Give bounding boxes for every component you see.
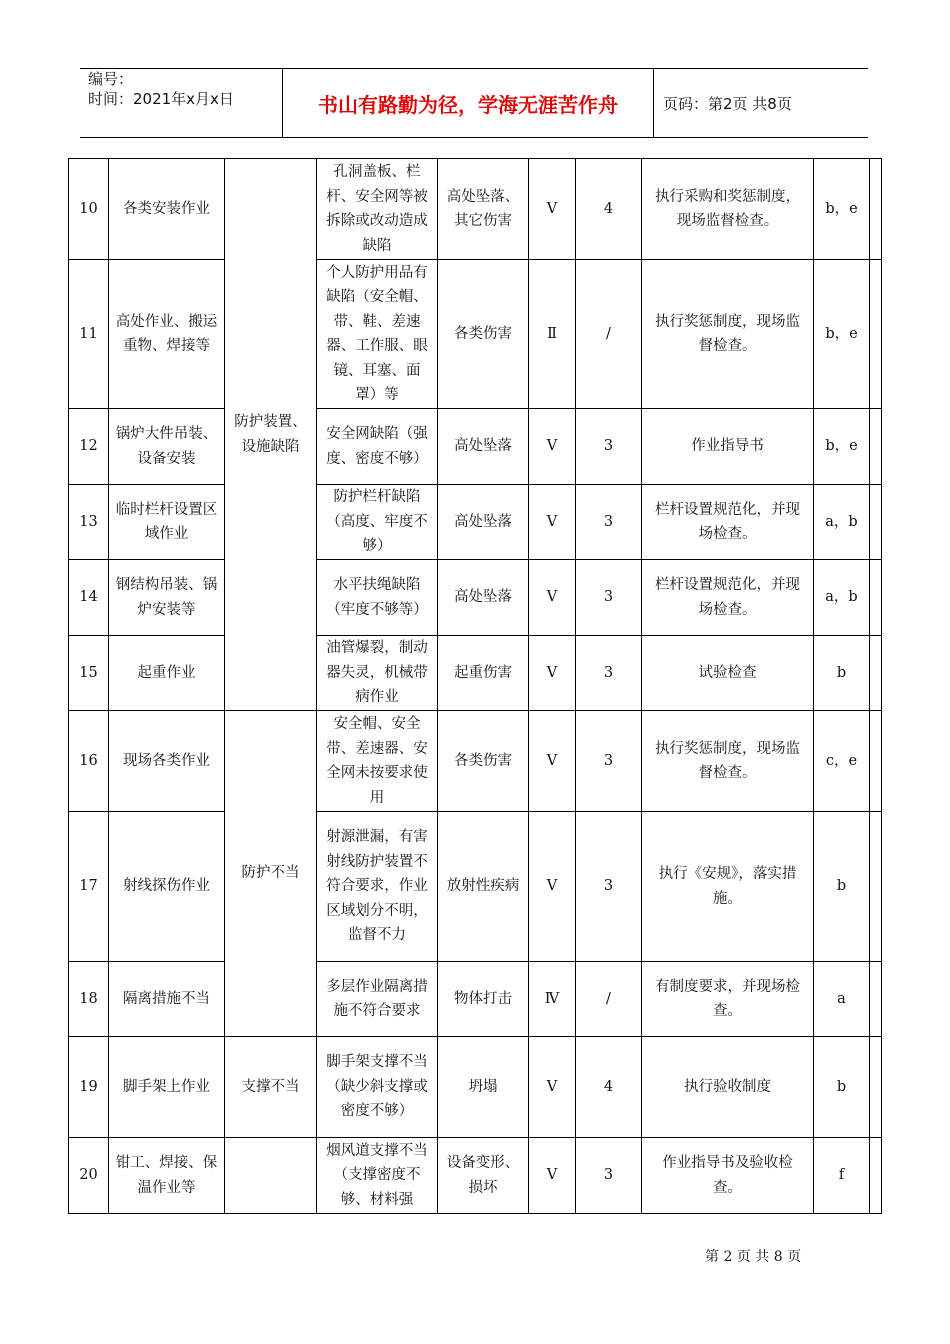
risk-level-cell: Ⅴ <box>529 409 576 485</box>
remark-cell <box>870 812 882 962</box>
possible-harm-cell: 放射性疾病 <box>438 812 529 962</box>
d-value-cell: 3 <box>576 812 642 962</box>
hazard-factor-cell: 射源泄漏，有害射线防护装置不符合要求，作业区域划分不明，监督不力 <box>317 812 438 962</box>
d-value-cell: 4 <box>576 1037 642 1138</box>
risk-level-cell: Ⅱ <box>529 260 576 409</box>
possible-harm-cell: 高处坠落 <box>438 560 529 636</box>
table-row <box>69 1037 882 1138</box>
remark-cell <box>870 560 882 636</box>
table-row <box>69 962 882 1037</box>
d-value-cell: 3 <box>576 409 642 485</box>
control-measure-cell: 执行采购和奖惩制度，现场监督检查。 <box>642 159 814 260</box>
row-number: 13 <box>69 485 109 560</box>
control-measure-cell: 执行奖惩制度，现场监督检查。 <box>642 711 814 812</box>
control-measure-cell: 试验检查 <box>642 636 814 711</box>
page-footer: 第 2 页 共 8 页 <box>705 1249 802 1265</box>
control-measure-cell: 有制度要求，并现场检查。 <box>642 962 814 1037</box>
control-measure-cell: 执行《安规》，落实措施。 <box>642 812 814 962</box>
table-row <box>69 812 882 962</box>
category-cell: 支撑不当 <box>225 1037 317 1138</box>
activity-cell: 高处作业、搬运重物、焊接等 <box>109 260 225 409</box>
control-measure-cell: 栏杆设置规范化，并现场检查。 <box>642 485 814 560</box>
control-code-cell: a，b <box>814 560 870 636</box>
activity-cell: 钢结构吊装、锅炉安装等 <box>109 560 225 636</box>
row-number: 14 <box>69 560 109 636</box>
row-number: 12 <box>69 409 109 485</box>
activity-cell: 脚手架上作业 <box>109 1037 225 1138</box>
possible-harm-cell: 各类伤害 <box>438 711 529 812</box>
possible-harm-cell: 坍塌 <box>438 1037 529 1138</box>
table-row <box>69 485 882 560</box>
risk-level-cell: Ⅴ <box>529 159 576 260</box>
row-number: 20 <box>69 1138 109 1214</box>
hazard-factor-cell: 安全网缺陷（强度、密度不够） <box>317 409 438 485</box>
possible-harm-cell: 起重伤害 <box>438 636 529 711</box>
control-code-cell: b <box>814 636 870 711</box>
possible-harm-cell: 物体打击 <box>438 962 529 1037</box>
document-header <box>80 68 868 138</box>
control-measure-cell: 作业指导书及验收检查。 <box>642 1138 814 1214</box>
hazard-table <box>68 158 882 1214</box>
hazard-factor-cell: 水平扶绳缺陷（牢度不够等） <box>317 560 438 636</box>
remark-cell <box>870 409 882 485</box>
table-row <box>69 260 882 409</box>
remark-cell <box>870 1037 882 1138</box>
hazard-factor-cell: 多层作业隔离措施不符合要求 <box>317 962 438 1037</box>
hazard-factor-cell: 油管爆裂，制动器失灵，机械带病作业 <box>317 636 438 711</box>
activity-cell: 现场各类作业 <box>109 711 225 812</box>
control-code-cell: a <box>814 962 870 1037</box>
control-measure-cell: 作业指导书 <box>642 409 814 485</box>
risk-level-cell: Ⅴ <box>529 1037 576 1138</box>
activity-cell: 射线探伤作业 <box>109 812 225 962</box>
d-value-cell: 3 <box>576 636 642 711</box>
table-row <box>69 409 882 485</box>
row-number: 11 <box>69 260 109 409</box>
control-code-cell: b <box>814 1037 870 1138</box>
control-code-cell: a，b <box>814 485 870 560</box>
control-code-cell: c，e <box>814 711 870 812</box>
activity-cell: 各类安装作业 <box>109 159 225 260</box>
activity-cell: 临时栏杆设置区域作业 <box>109 485 225 560</box>
table-row <box>69 1138 882 1214</box>
remark-cell <box>870 159 882 260</box>
d-value-cell: / <box>576 260 642 409</box>
risk-level-cell: Ⅴ <box>529 711 576 812</box>
category-cell: 防护不当 <box>225 711 317 1037</box>
header-info-cell <box>80 69 283 137</box>
activity-cell: 起重作业 <box>109 636 225 711</box>
hazard-factor-cell: 脚手架支撑不当（缺少斜支撑或密度不够） <box>317 1037 438 1138</box>
category-cell: 防护装置、设施缺陷 <box>225 159 317 711</box>
risk-level-cell: Ⅳ <box>529 962 576 1037</box>
control-code-cell: b，e <box>814 260 870 409</box>
control-code-cell: b，e <box>814 409 870 485</box>
control-code-cell: b，e <box>814 159 870 260</box>
table-row <box>69 711 882 812</box>
hazard-factor-cell: 安全帽、安全带、差速器、安全网未按要求使用 <box>317 711 438 812</box>
row-number: 16 <box>69 711 109 812</box>
d-value-cell: 3 <box>576 711 642 812</box>
possible-harm-cell: 高处坠落、其它伤害 <box>438 159 529 260</box>
control-code-cell: f <box>814 1138 870 1214</box>
document-number-label: 编号： <box>88 70 134 88</box>
possible-harm-cell: 高处坠落 <box>438 485 529 560</box>
risk-level-cell: Ⅴ <box>529 636 576 711</box>
row-number: 10 <box>69 159 109 260</box>
d-value-cell: 3 <box>576 485 642 560</box>
risk-level-cell: Ⅴ <box>529 485 576 560</box>
table-row <box>69 159 882 260</box>
control-measure-cell: 执行验收制度 <box>642 1037 814 1138</box>
activity-cell: 锅炉大件吊装、设备安装 <box>109 409 225 485</box>
category-cell <box>225 1138 317 1214</box>
row-number: 18 <box>69 962 109 1037</box>
risk-level-cell: Ⅴ <box>529 560 576 636</box>
hazard-factor-cell: 孔洞盖板、栏杆、安全网等被拆除或改动造成缺陷 <box>317 159 438 260</box>
document-time-label: 时间：2021年x月x日 <box>88 90 234 108</box>
possible-harm-cell: 设备变形、损坏 <box>438 1138 529 1214</box>
d-value-cell: 3 <box>576 560 642 636</box>
risk-level-cell: Ⅴ <box>529 812 576 962</box>
activity-cell: 钳工、焊接、保温作业等 <box>109 1138 225 1214</box>
row-number: 19 <box>69 1037 109 1138</box>
remark-cell <box>870 260 882 409</box>
row-number: 17 <box>69 812 109 962</box>
activity-cell: 隔离措施不当 <box>109 962 225 1037</box>
remark-cell <box>870 636 882 711</box>
hazard-factor-cell: 个人防护用品有缺陷（安全帽、带、鞋、差速器、工作服、眼镜、耳塞、面罩）等 <box>317 260 438 409</box>
d-value-cell: 4 <box>576 159 642 260</box>
table-row <box>69 560 882 636</box>
d-value-cell: 3 <box>576 1138 642 1214</box>
table-row <box>69 636 882 711</box>
remark-cell <box>870 485 882 560</box>
remark-cell <box>870 711 882 812</box>
hazard-factor-cell: 烟风道支撑不当（支撑密度不够、材料强 <box>317 1138 438 1214</box>
possible-harm-cell: 各类伤害 <box>438 260 529 409</box>
control-measure-cell: 执行奖惩制度，现场监督检查。 <box>642 260 814 409</box>
remark-cell <box>870 1138 882 1214</box>
hazard-factor-cell: 防护栏杆缺陷（高度、牢度不够） <box>317 485 438 560</box>
row-number: 15 <box>69 636 109 711</box>
possible-harm-cell: 高处坠落 <box>438 409 529 485</box>
risk-level-cell: Ⅴ <box>529 1138 576 1214</box>
header-motto: 书山有路勤为径，学海无涯苦作舟 <box>283 69 654 137</box>
d-value-cell: / <box>576 962 642 1037</box>
remark-cell <box>870 962 882 1037</box>
header-page-label: 页码：第2页 共8页 <box>663 94 792 113</box>
control-measure-cell: 栏杆设置规范化，并现场检查。 <box>642 560 814 636</box>
control-code-cell: b <box>814 812 870 962</box>
